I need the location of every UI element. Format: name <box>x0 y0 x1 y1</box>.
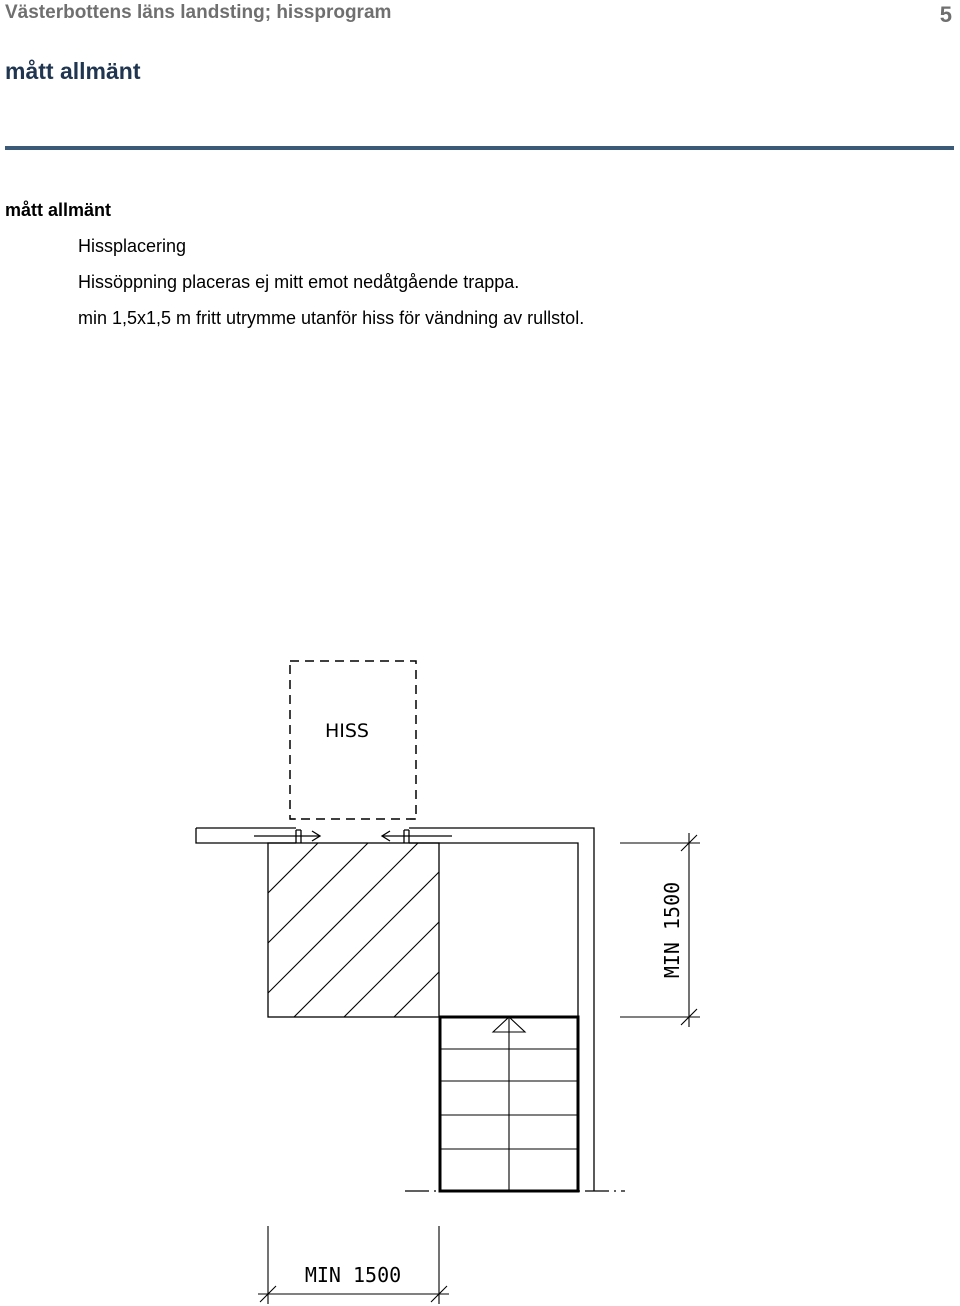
section-title: mått allmänt <box>5 58 141 84</box>
running-head: Västerbottens läns landsting; hissprogram <box>5 2 392 23</box>
elevator-label: HISS <box>324 720 370 742</box>
subsection-title: mått allmänt <box>5 200 112 220</box>
dimension-horizontal-label: MIN 1500 <box>304 1263 402 1287</box>
staircase <box>440 1017 578 1191</box>
paragraph-line-2: min 1,5x1,5 m fritt utrymme utanför hiss för vändning av rullstol. <box>78 308 585 328</box>
hatched-zone <box>268 843 668 1243</box>
dimension-vertical-label: MIN 1500 <box>660 881 684 979</box>
paragraph-heading: Hissplacering <box>78 236 187 256</box>
page-number: 5 <box>939 2 952 27</box>
elevator-door <box>254 819 452 843</box>
paragraph-line-1: Hissöppning placeras ej mitt emot nedåtgående trappa. <box>78 272 520 292</box>
wall-outline <box>196 828 594 1191</box>
